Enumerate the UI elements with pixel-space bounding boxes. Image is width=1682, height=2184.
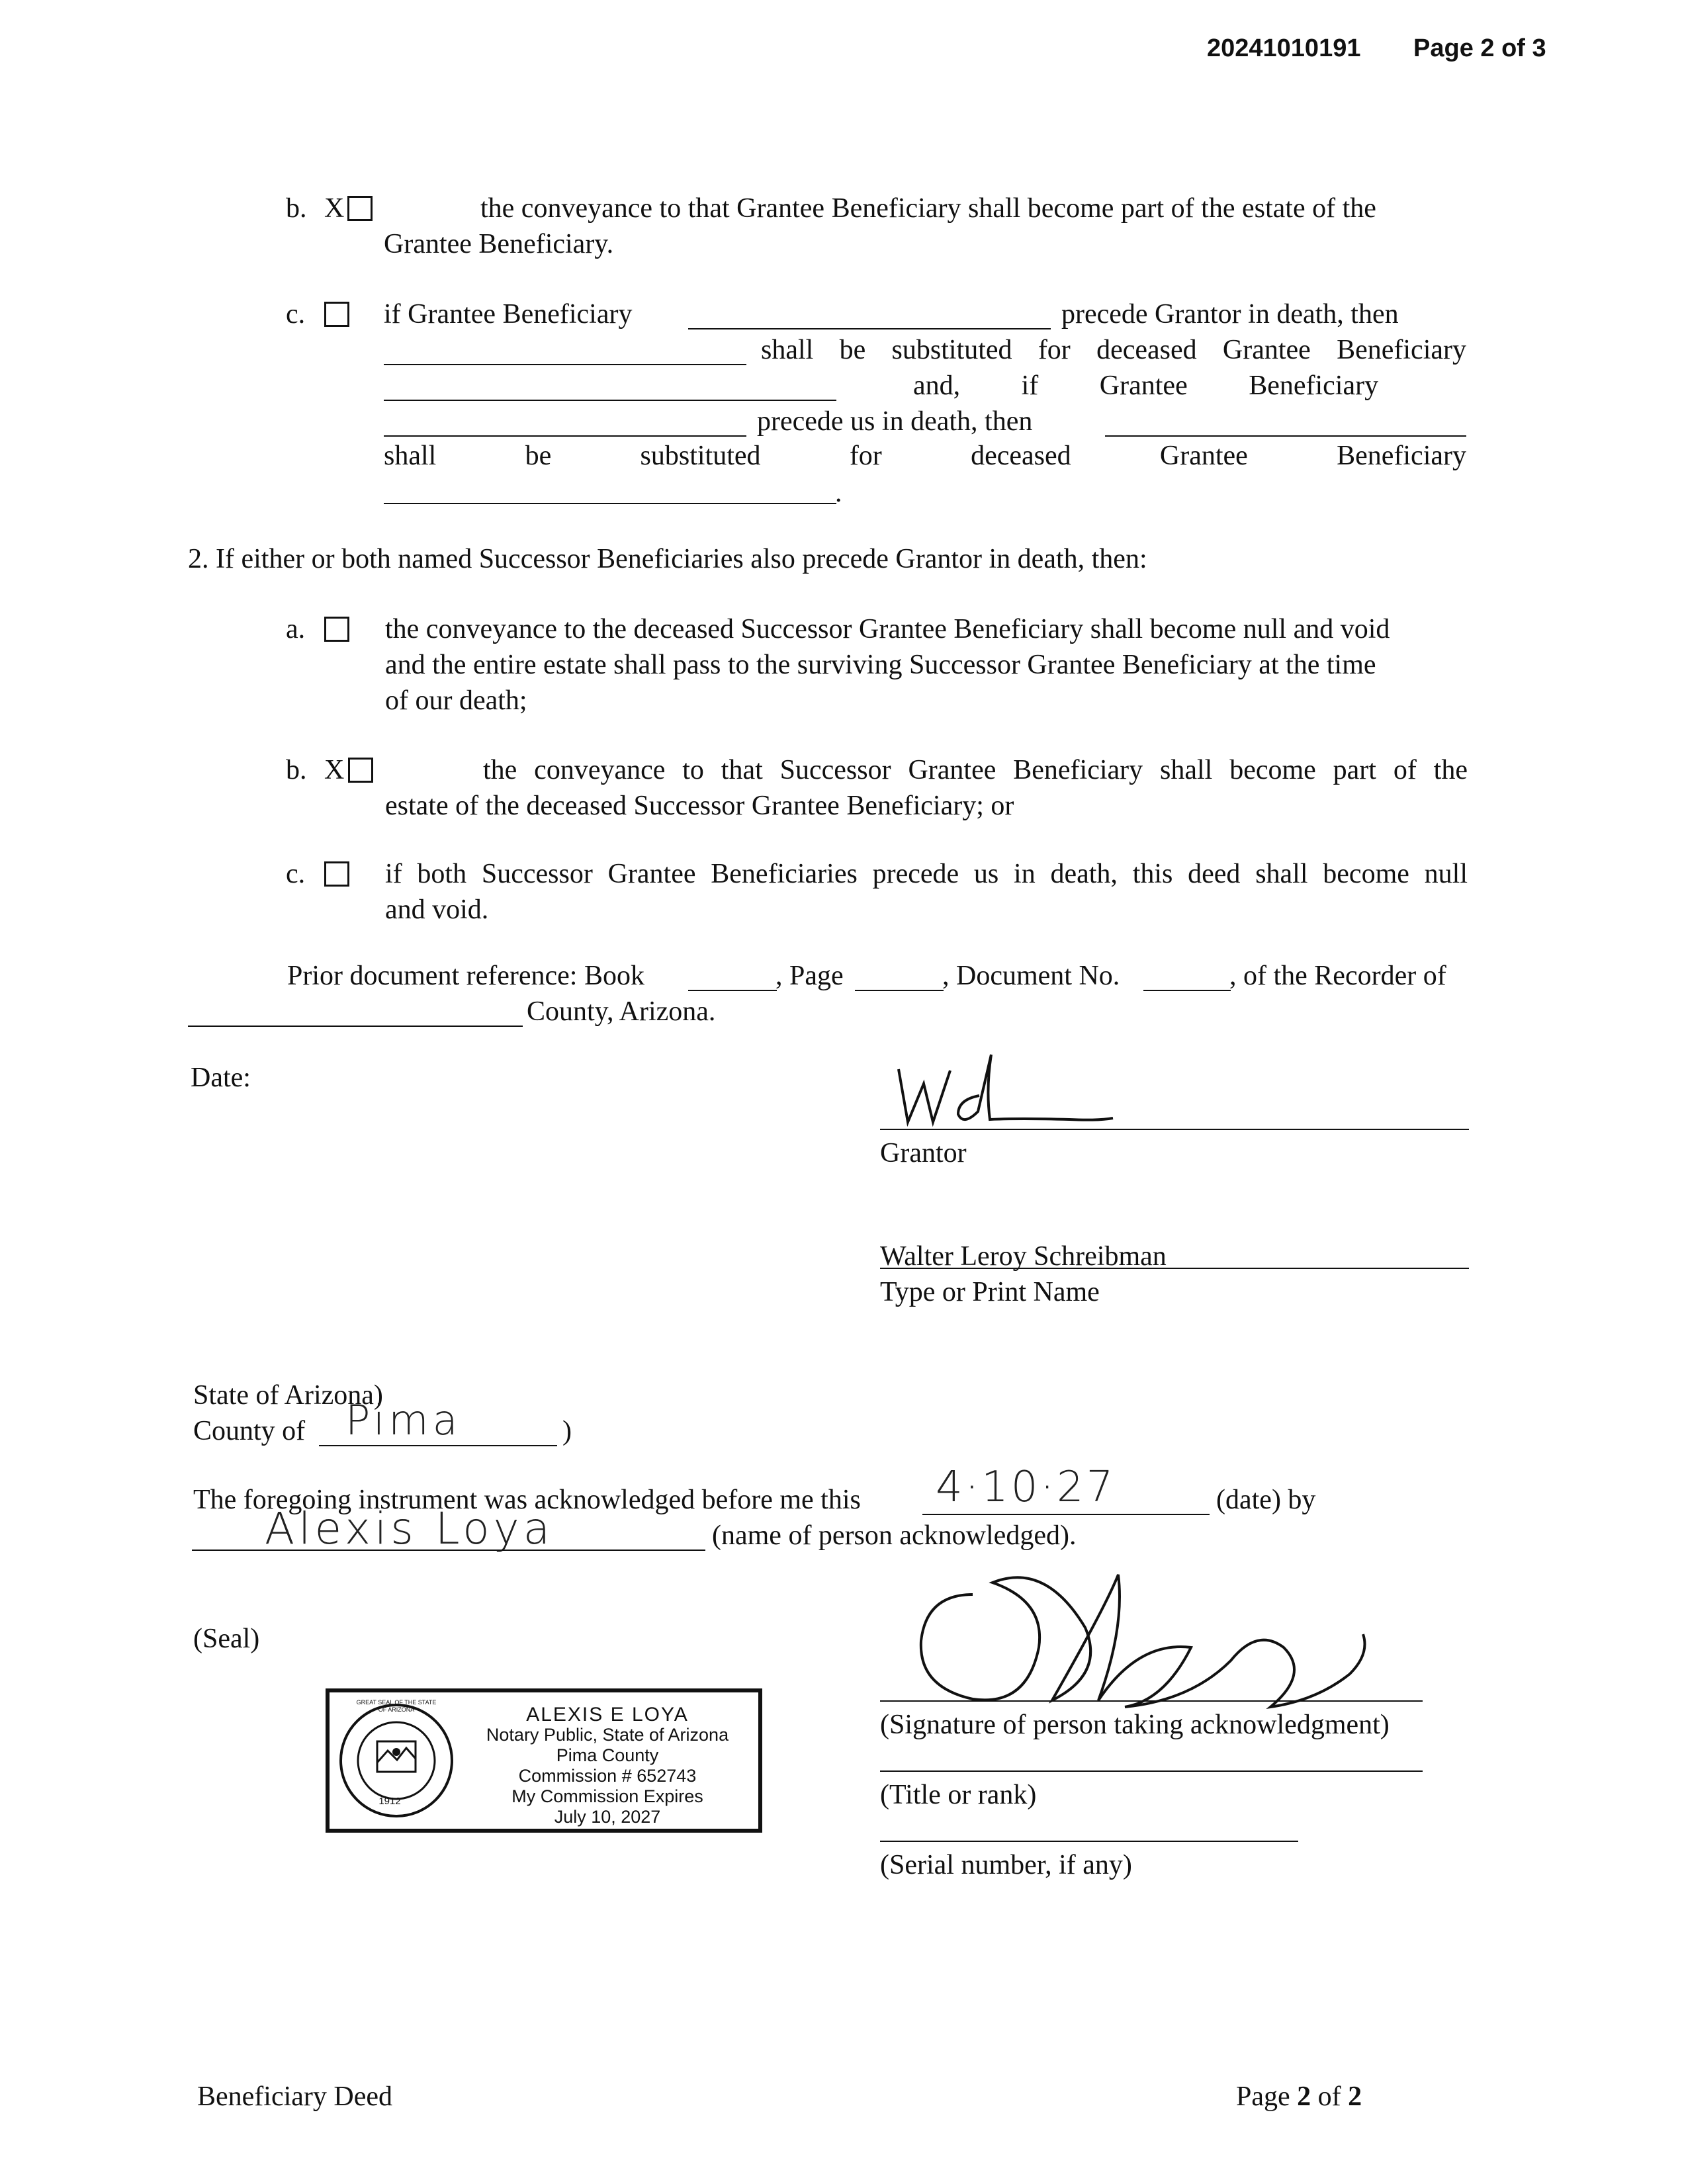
seal-label: (Seal)	[193, 1624, 260, 1654]
item-2c-text-line2: and void.	[385, 895, 489, 925]
item-2b-text-line2: estate of the deceased Successor Grantee Beneficiary; or	[385, 791, 1014, 821]
item-1c-period: .	[835, 478, 842, 508]
footer-document-title: Beneficiary Deed	[197, 2081, 393, 2112]
item-1b-letter: b.	[286, 193, 307, 224]
county-blank[interactable]	[188, 1026, 523, 1027]
prior-ref-label: Prior document reference: Book	[287, 961, 644, 991]
person-acknowledged-label: (name of person acknowledged).	[712, 1520, 1077, 1551]
item-2a-text-line2: and the entire estate shall pass to the surviving Successor Grantee Beneficiary at the time	[385, 650, 1376, 680]
notary-county: Pima County	[556, 1745, 659, 1765]
acknowledgment-text: The foregoing instrument was acknowledged before me this	[193, 1485, 861, 1515]
item-2c-text-line1: if both Successor Grantee Beneficiaries precede us in death, this deed shall become null	[385, 859, 1468, 889]
item-1c-text-4: and, if Grantee Beneficiary	[913, 371, 1379, 401]
serial-number-label: (Serial number, if any)	[880, 1850, 1132, 1880]
item-2b-mark: X	[324, 755, 345, 785]
item-1c-letter: c.	[286, 299, 306, 329]
item-2b-text-line1: the conveyance to that Successor Grantee Beneficiary shall become part of the	[483, 755, 1468, 785]
notary-stamp	[326, 1688, 762, 1833]
item-2c-checkbox[interactable]	[324, 861, 349, 887]
notary-state: State of Arizona)	[193, 1380, 383, 1411]
footer-page-total: 2	[1348, 2081, 1362, 2112]
item-1b-text-line2: Grantee Beneficiary.	[384, 229, 614, 259]
substitute-beneficiary-blank-2[interactable]	[1105, 435, 1466, 437]
item-2a-letter: a.	[286, 614, 306, 644]
grantee-beneficiary-blank-2[interactable]	[384, 400, 836, 401]
seal-ring-text: GREAT SEAL OF THE STATE OF ARIZONA	[356, 1699, 437, 1713]
acknowledgment-date-handwritten: 4·10·27	[936, 1463, 1116, 1512]
seal-year: 1912	[378, 1796, 401, 1807]
document-number-blank[interactable]	[1143, 990, 1231, 991]
item-2a-text-line1: the conveyance to the deceased Successor Grantee Beneficiary shall become null and void	[385, 614, 1390, 644]
footer-page-mid: of	[1311, 2081, 1349, 2112]
grantor-signature-line[interactable]	[880, 1129, 1469, 1130]
item-2c-letter: c.	[286, 859, 306, 889]
item-2b-checkbox[interactable]	[348, 758, 373, 783]
date-by-label: (date) by	[1216, 1485, 1316, 1515]
notary-county-line	[319, 1445, 557, 1446]
footer-page-current: 2	[1297, 2081, 1311, 2112]
item-2b-letter: b.	[286, 755, 307, 785]
item-2a-checkbox[interactable]	[324, 617, 349, 642]
page-blank[interactable]	[855, 990, 944, 991]
item-1b-text-line1: the conveyance to that Grantee Beneficiary shall become part of the estate of the	[480, 193, 1376, 224]
item-1c-text-2: precede Grantor in death, then	[1061, 299, 1399, 329]
title-rank-label: (Title or rank)	[880, 1780, 1037, 1810]
successor-beneficiary-blank-2[interactable]	[384, 435, 746, 437]
notary-signature-line[interactable]	[880, 1700, 1423, 1702]
grantee-beneficiary-blank-3[interactable]	[384, 503, 836, 504]
grantor-signature	[880, 1049, 1131, 1135]
acknowledgment-date-line	[922, 1514, 1210, 1515]
item-2a-text-line3: of our death;	[385, 685, 527, 716]
notary-title: Notary Public, State of Arizona	[486, 1725, 729, 1745]
notary-expiration-date: July 10, 2027	[554, 1807, 661, 1827]
notary-expires-label: My Commission Expires	[511, 1786, 703, 1806]
item-1c-text-3: shall be substituted for deceased Grantee Beneficiary	[761, 335, 1466, 365]
grantor-printed-name: Walter Leroy Schreibman	[880, 1241, 1167, 1272]
item-1c-text-6: shall be substituted for deceased Grantee Beneficiary	[384, 441, 1466, 471]
prior-ref-county-label: County, Arizona.	[527, 996, 716, 1027]
printed-name-label: Type or Print Name	[880, 1277, 1100, 1307]
person-acknowledged-line	[192, 1550, 705, 1551]
notary-commission-number: Commission # 652743	[518, 1766, 697, 1786]
item-1c-checkbox[interactable]	[324, 302, 349, 327]
substitute-beneficiary-blank-1[interactable]	[384, 364, 746, 365]
title-rank-line[interactable]	[880, 1770, 1423, 1772]
footer-page-prefix: Page	[1236, 2081, 1298, 2112]
grantor-label: Grantor	[880, 1138, 967, 1168]
successor-beneficiary-blank-1[interactable]	[688, 328, 1051, 329]
person-acknowledged-handwritten: Alexis Loya	[265, 1503, 554, 1554]
recording-page-number: Page 2 of 3	[1413, 34, 1546, 62]
item-1b-checkbox[interactable]	[347, 196, 373, 221]
item-1c-text-1: if Grantee Beneficiary	[384, 299, 633, 329]
serial-number-line[interactable]	[880, 1841, 1298, 1842]
footer-page-number	[1236, 2079, 1362, 2115]
document-number: 20241010191	[1207, 34, 1361, 62]
printed-name-line	[880, 1268, 1469, 1269]
item-1c-text-5: precede us in death, then	[757, 406, 1033, 437]
section-2-intro: 2. If either or both named Successor Beneficiaries also precede Grantor in death, then:	[188, 544, 1147, 574]
prior-ref-page-label: , Page	[775, 961, 844, 991]
notary-name: ALEXIS E LOYA	[526, 1704, 689, 1725]
item-1b-mark: X	[324, 193, 345, 224]
notary-county-label: County of	[193, 1416, 306, 1446]
notary-signature-label: (Signature of person taking acknowledgment)	[880, 1710, 1390, 1740]
date-label: Date:	[191, 1063, 251, 1093]
book-blank[interactable]	[688, 990, 777, 991]
notary-county-handwritten: Pima	[345, 1396, 462, 1444]
prior-ref-recorder-label: , of the Recorder of	[1229, 961, 1446, 991]
notary-county-close: )	[562, 1416, 572, 1446]
prior-ref-docno-label: , Document No.	[942, 961, 1120, 991]
